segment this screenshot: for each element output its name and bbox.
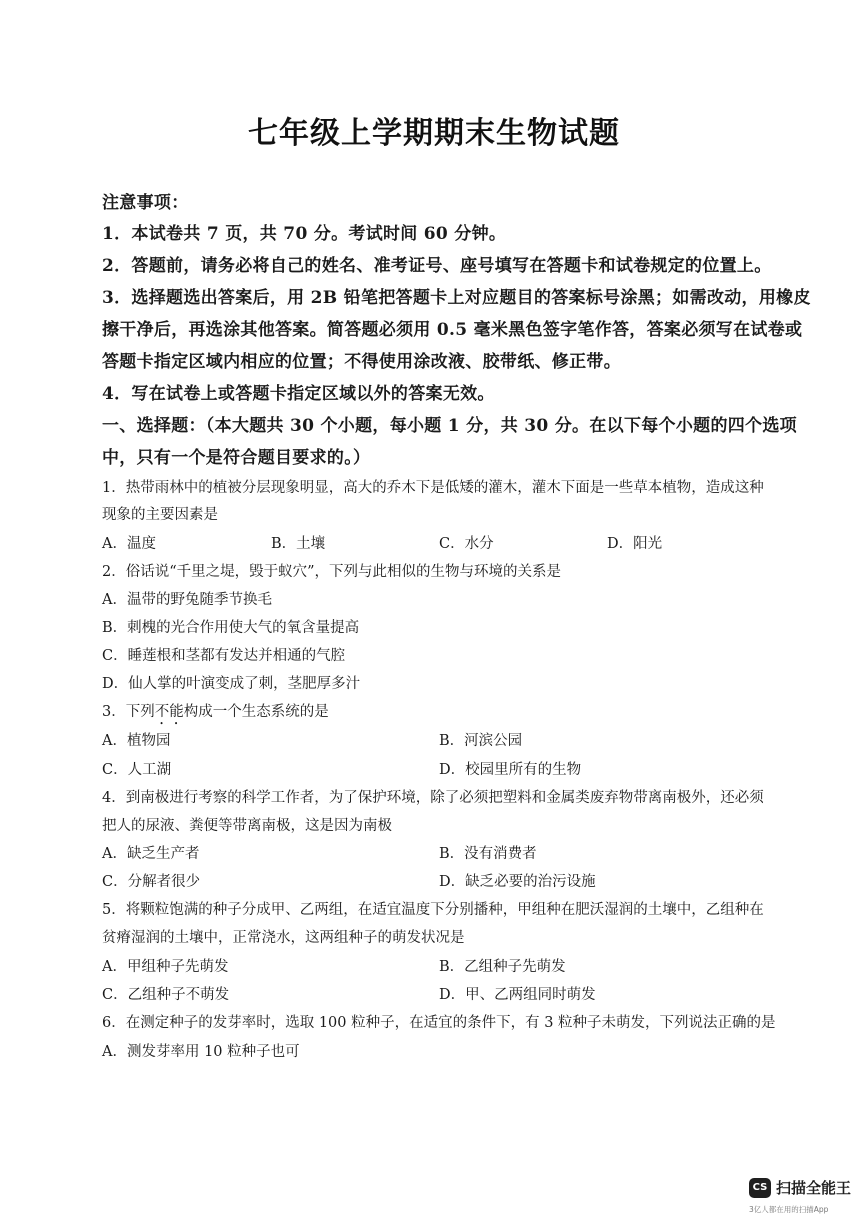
section-heading: 一、选择题：（本大题共 30 个小题，每小题 1 分，共 30 分。在以下每个小题的四个选项 xyxy=(102,416,797,436)
note-item: 4．写在试卷上或答题卡指定区域以外的答案无效。 xyxy=(102,384,495,404)
option-c: C．分解者很少 xyxy=(102,874,201,890)
option-d: D．阳光 xyxy=(607,536,663,552)
stem-before: 3．下列 xyxy=(102,704,155,720)
option-b: B．土壤 xyxy=(271,536,326,552)
note-item: 2．答题前，请务必将自己的姓名、准考证号、座号填写在答题卡和试卷规定的位置上。 xyxy=(102,256,772,276)
option-a: A．甲组种子先萌发 xyxy=(102,959,229,975)
note-item: 答题卡指定区域内相应的位置；不得使用涂改液、胶带纸、修正带。 xyxy=(102,352,621,372)
camscanner-logo-icon: CS xyxy=(749,1178,771,1198)
stem-after: 构成一个生态系统的是 xyxy=(183,704,329,720)
option-c: C．乙组种子不萌发 xyxy=(102,987,230,1003)
question-stem: 6．在测定种子的发芽率时，选取 100 粒种子，在适宜的条件下，有 3 粒种子未萌发，下列说法正确的是 xyxy=(102,1015,776,1031)
option-a: A．植物园 xyxy=(102,733,171,749)
page-title: 七年级上学期期末生物试题 xyxy=(248,116,620,151)
option-b: B．河滨公园 xyxy=(439,733,523,749)
notes-heading: 注意事项： xyxy=(102,193,189,213)
question-stem: 把人的尿液、粪便等带离南极，这是因为南极 xyxy=(102,818,392,834)
option-d: D．校园里所有的生物 xyxy=(439,762,582,778)
question-stem: 1．热带雨林中的植被分层现象明显，高大的乔木下是低矮的灌木，灌木下面是一些草本植物，造成这种 xyxy=(102,480,764,496)
option-a: A．测发芽率用 10 粒种子也可 xyxy=(102,1044,300,1060)
option-a: A．缺乏生产者 xyxy=(102,846,200,862)
question-stem xyxy=(102,700,329,728)
watermark-name: 扫描全能王 xyxy=(776,1179,852,1197)
option-c: C．睡莲根和茎都有发达并相通的气腔 xyxy=(102,648,346,664)
option-d: D．甲、乙两组同时萌发 xyxy=(439,987,596,1003)
option-c: C．水分 xyxy=(439,536,494,552)
option-c: C．人工湖 xyxy=(102,762,172,778)
option-d: D．缺乏必要的治污设施 xyxy=(439,874,596,890)
option-a: A．温度 xyxy=(102,536,156,552)
watermark-tagline: 3亿人都在用的扫描App xyxy=(749,1205,829,1214)
option-b: B．刺槐的光合作用使大气的氧含量提高 xyxy=(102,620,360,636)
scanner-watermark xyxy=(749,1172,861,1216)
option-b: B．没有消费者 xyxy=(439,846,537,862)
note-item: 擦干净后，再选涂其他答案。简答题必须用 0.5 毫米黑色签字笔作答，答案必须写在试卷或 xyxy=(102,320,803,340)
option-a: A．温带的野兔随季节换毛 xyxy=(102,592,272,608)
question-stem: 4．到南极进行考察的科学工作者，为了保护环境，除了必须把塑料和金属类废弃物带离南极外，还必须 xyxy=(102,790,764,806)
question-stem: 5．将颗粒饱满的种子分成甲、乙两组，在适宜温度下分别播种，甲组种在肥沃湿润的土壤中，乙组种在 xyxy=(102,902,764,918)
note-item: 1．本试卷共 7 页，共 70 分。考试时间 60 分钟。 xyxy=(102,224,507,244)
option-d: D．仙人掌的叶演变成了刺，茎肥厚多汁 xyxy=(102,676,361,692)
option-b: B．乙组种子先萌发 xyxy=(439,959,566,975)
question-stem: 2．俗话说“千里之堤，毁于蚁穴”，下列与此相似的生物与环境的关系是 xyxy=(102,564,562,580)
question-stem: 现象的主要因素是 xyxy=(102,507,218,523)
section-heading-cont: 中，只有一个是符合题目要求的。） xyxy=(102,448,371,468)
emphasis-text: 不能 xyxy=(154,704,184,720)
question-stem: 贫瘠湿润的土壤中，正常浇水，这两组种子的萌发状况是 xyxy=(102,930,465,946)
note-item: 3．选择题选出答案后，用 2B 铅笔把答题卡上对应题目的答案标号涂黑；如需改动，用橡皮 xyxy=(102,288,811,308)
